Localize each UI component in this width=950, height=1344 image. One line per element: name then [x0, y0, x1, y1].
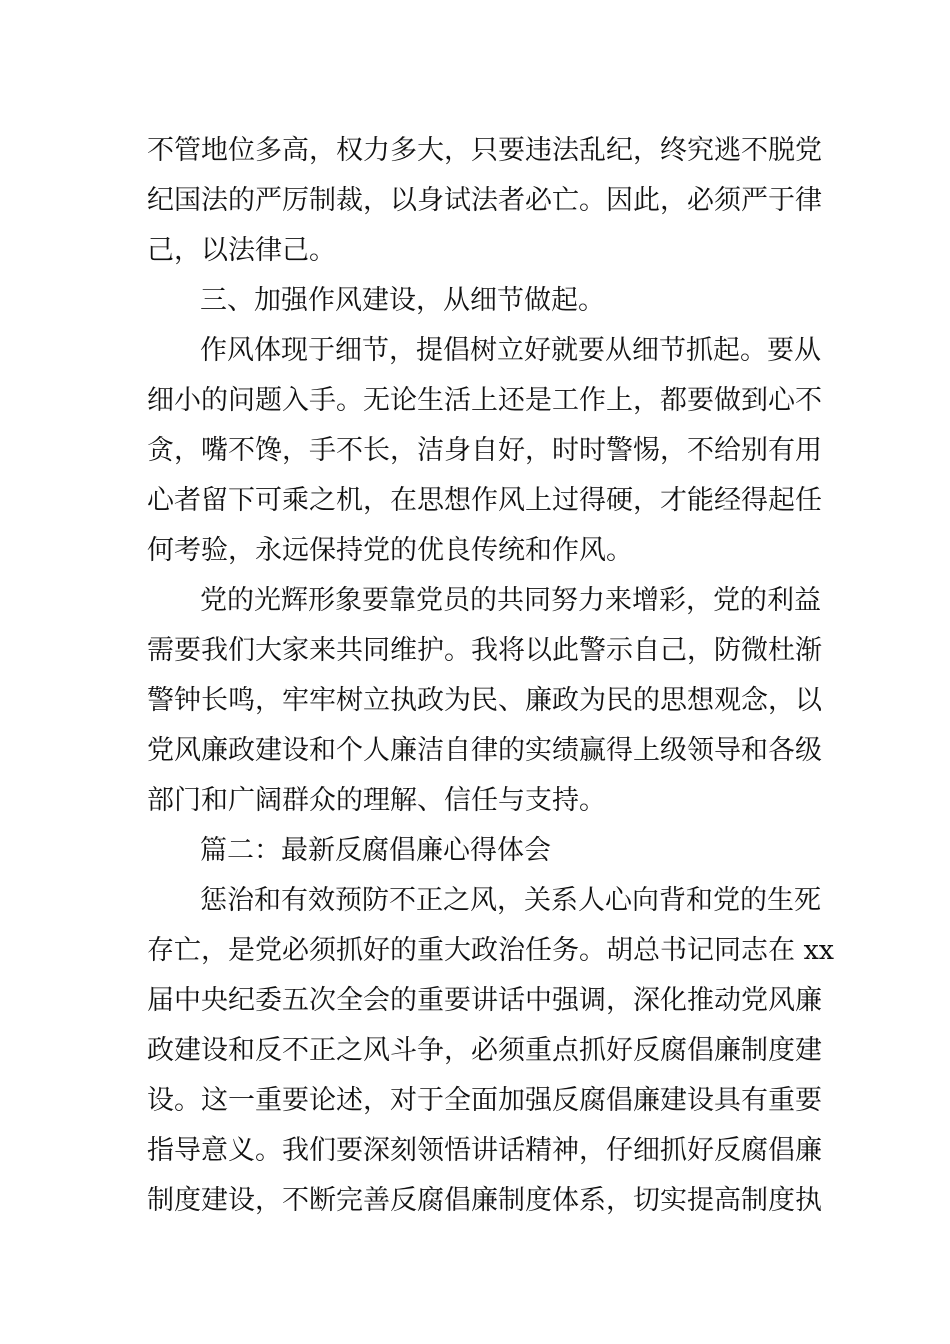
section-heading: 三、加强作风建设，从细节做起。 — [200, 285, 605, 316]
paragraph-line: 贪，嘴不馋，手不长，洁身自好，时时警惕，不给别有用 — [147, 435, 822, 466]
paragraph-line: 惩治和有效预防不正之风，关系人心向背和党的生死 — [200, 885, 821, 916]
paragraph-line: 部门和广阔群众的理解、信任与支持。 — [147, 785, 606, 816]
paragraph-line: 党风廉政建设和个人廉洁自律的实绩赢得上级领导和各级 — [147, 735, 822, 766]
paragraph-line: 不管地位多高，权力多大，只要违法乱纪，终究逃不脱党 — [147, 135, 822, 166]
paragraph-line: 作风体现于细节，提倡树立好就要从细节抓起。要从 — [200, 335, 821, 366]
paragraph-line: 心者留下可乘之机，在思想作风上过得硬，才能经得起任 — [147, 485, 822, 516]
paragraph-line: 警钟长鸣，牢牢树立执政为民、廉政为民的思想观念，以 — [147, 685, 822, 716]
paragraph-line: 党的光辉形象要靠党员的共同努力来增彩，党的利益 — [200, 585, 821, 616]
paragraph-line: 纪国法的严厉制裁，以身试法者必亡。因此，必须严于律 — [147, 185, 822, 216]
paragraph-line: 制度建设，不断完善反腐倡廉制度体系，切实提高制度执 — [147, 1185, 822, 1216]
paragraph-line: 政建设和反不正之风斗争，必须重点抓好反腐倡廉制度建 — [147, 1035, 822, 1066]
paragraph-line: 细小的问题入手。无论生活上还是工作上，都要做到心不 — [147, 385, 822, 416]
paragraph-line: 存亡，是党必须抓好的重大政治任务。胡总书记同志在 xx — [147, 935, 835, 966]
paragraph-line: 己，以法律己。 — [147, 235, 336, 266]
paragraph-line: 何考验，永远保持党的优良传统和作风。 — [147, 535, 633, 566]
section-heading: 篇二：最新反腐倡廉心得体会 — [200, 835, 551, 866]
paragraph-line: 届中央纪委五次全会的重要讲话中强调，深化推动党风廉 — [147, 985, 822, 1016]
paragraph-line: 指导意义。我们要深刻领悟讲话精神，仔细抓好反腐倡廉 — [147, 1135, 822, 1166]
paragraph-line: 需要我们大家来共同维护。我将以此警示自己，防微杜渐 — [147, 635, 822, 666]
paragraph-line: 设。这一重要论述，对于全面加强反腐倡廉建设具有重要 — [147, 1085, 822, 1116]
